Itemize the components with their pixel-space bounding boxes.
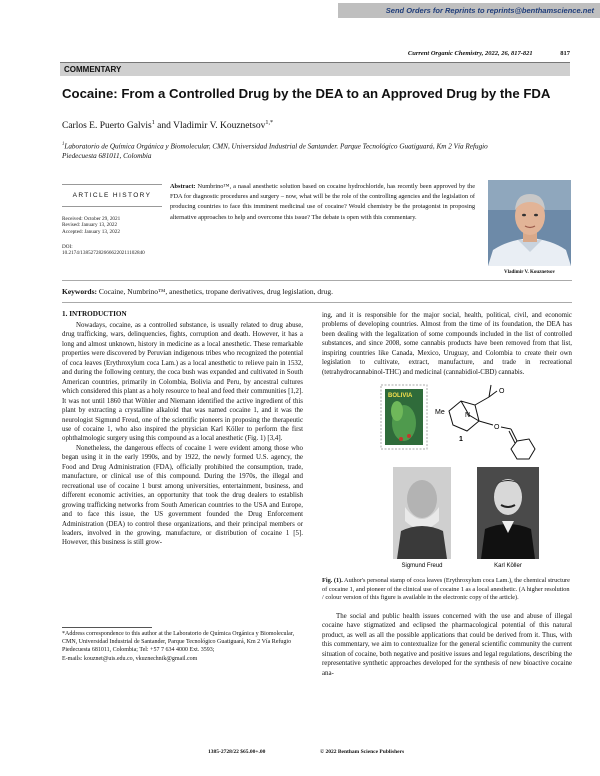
paragraph: Nowadays, cocaine, as a controlled substance, is usually related to drug abuse, drug trafficking, wars, delinquencies, fights, corruption and death. However, it has a long and almost unknown, history in medicine as a local anesthetic. These remarkable properties were discovered by Peruvian indigenous tribes who recognized the potential of coca leaves (Erythroxylum coca Lam.) as a local anesthetic to relieve pain in 1532, and during the following century, the coca bush was expanded and cultivated in South American countries, primarily in Colombia, Bolivia and Peru, by ancestral cultures which considered this plant as a holy resource to heal and feed their communities [1,2]. It was not until 1860 that Wöhler and Niemann identified the active ingredient of this plant by extracting a crystalline alkaloid that was named cocaine 1, and it was the neurologist Sigmund Freud, one of the scientific pioneers in proposing the therapeutic use of cocaine 1, who also inspired the physician Karl Köller to perform the first ophthalmologic surgery using this compound as a local anesthetic (Fig. 1) [3,4].: [62, 322, 303, 443]
right-column-lower: [322, 612, 572, 678]
footnote-address: *Address correspondence to this author at the Laboratorio de Química Orgánica y Biomolecular, CMN, Universidad Industrial de Santander, Parque Tecnológico Guatiguará, Km 2 Vía Refugio Piedecuesta 681011, Colombia; Tel: +57 7 634 4000 Ext. 3593;: [62, 631, 295, 654]
chem-o-label: O: [499, 388, 505, 395]
doi-block: [62, 244, 172, 257]
abstract: [170, 182, 475, 223]
abstract-text: Numbrino™, a nasal anesthetic solution based on cocaine hydrochloride, has recently been approved by the FDA for diagnostic procedures and surgery – now, what will be the role of the controlling agencies and the legislation of producing countries to face this imminent medicinal use of cocaine? Would chemistry be the protagonist in proposing alternative approaches to help and overcome this issue? The debate is open with this commentary.: [170, 183, 475, 221]
section-label: COMMENTARY: [60, 62, 570, 76]
affil-sup: 1: [62, 142, 65, 147]
chem-n-label: N: [465, 412, 471, 419]
article-history: [62, 216, 162, 235]
compound-number: 1: [459, 436, 463, 443]
author-conj: and: [154, 121, 174, 132]
caption-text: Author's personal stamp of coca leaves (Erythroxylum coca Lam.), the chemical structure of cocaine 1, and pioneer of the clinical use of cocaine 1 as a local anesthetic. (A higher resolution / colour version of this figure is available in the electronic copy of the article).: [322, 577, 570, 602]
caption-label: Fig. (1).: [322, 577, 343, 584]
issn: 1385-2728/22 $65.00+.00: [208, 749, 266, 755]
freud-label: Sigmund Freud: [401, 563, 443, 569]
footnote: [62, 630, 303, 663]
affiliation-text: Laboratorio de Química Orgánica y Biomolecular, CMN, Universidad Industrial de Santander. Parque Tecnológico Guatiguará, Km 2 Vía Refugio Piedecuesta 681011, Colombia: [62, 142, 488, 161]
figure-caption: [322, 577, 572, 603]
journal-citation: Current Organic Chemistry, 2022, 26, 817-821: [407, 50, 533, 57]
abstract-label: Abstract:: [170, 183, 196, 190]
author-sup: 1: [151, 120, 155, 126]
doi-label: DOI:: [62, 244, 73, 250]
reprints-banner: Send Orders for Reprints to reprints@benthamscience.net: [338, 3, 600, 18]
footnote-email[interactable]: E-mails: kouznet@uis.edu.co, vkuznechnik@gmail.com: [62, 655, 198, 662]
author-sup: 1,*: [265, 120, 274, 126]
photo-caption: Vladimir V. Kouznetsov: [504, 270, 555, 275]
paragraph: Nonetheless, the dangerous effects of cocaine 1 were evident among those who began using it in the early 1990s, and by 1922, the newly formed U.S. agency, the Food and Drug Administration (FDA), officially prohibited the consumption, trade, manufacture, or clinical use of this compound. During the 1970s, the illegal and recreational use of cocaine 1 burst among universities, entertainment, business, and different economic activities, an opportunity that took the drug dealers to establish growing trafficking networks from South American countries to the USA and Europe, and to face this issue, the US government founded the Drug Enforcement Administration (DEA) to control these organizations, and their principal members or leaders, involved in the growing, manufacture, or distribution of cocaine 1 [5]. However, this business is still grow-: [62, 444, 303, 547]
author-photo: [488, 180, 571, 266]
keywords-text: Cocaine, Numbrino™, anesthetics, tropane derivatives, drug legislation, drug.: [98, 287, 334, 296]
paragraph: The social and public health issues concerned with the use and abuse of illegal cocaine have stigmatized and eclipsed the pharmacological potential of this natural product, as well as all the possible applications that could be derived from it. Thus, with this commentary, we aim to contextualize for the general scientific community the current situation of cocaine, both negative and positive issues and legal regulations, describing the representative synthetic approaches developed for the synthesis of new bioactive cocaine ana-: [322, 613, 572, 677]
author-name: Carlos E. Puerto Galvis: [62, 121, 152, 132]
article-history-heading: ARTICLE HISTORY: [62, 184, 162, 207]
figure-1: [379, 381, 555, 571]
copyright: © 2022 Bentham Science Publishers: [320, 749, 405, 755]
divider: [62, 280, 572, 281]
accepted-date: Accepted: January 13, 2022: [62, 228, 120, 235]
section-heading: 1. INTRODUCTION: [62, 310, 127, 318]
affiliation: [62, 140, 522, 161]
divider: [62, 302, 572, 303]
keywords-label: Keywords:: [62, 287, 97, 296]
doi-link[interactable]: 10.2174/1385272826666220211102840: [62, 250, 145, 257]
koller-label: Karl Köller: [494, 563, 522, 569]
stamp-text: BOLIVIA: [388, 393, 413, 399]
right-column: [322, 311, 572, 377]
keywords: [62, 287, 572, 296]
page-number: 817: [560, 50, 570, 57]
article-title: Cocaine: From a Controlled Drug by the DEA to an Approved Drug by the FDA: [62, 86, 551, 101]
author-list: [62, 120, 562, 131]
paragraph: ing, and it is responsible for the major social, health, political, civil, and economic problems of developing countries. Almost from the time of its foundation, the DEA has been dealing with the legalization of some compounds included in the list of controlled substances, and since 2008, some cannabis products have been removed from that list, inspiring countries like Canada, Mexico, Uruguay, and Colombia to create their own legislation to cultivate, extract, manufacture, and trade in recreational (tetrahydrocannabinol-THC) and medicinal (cannabidiol-CBD) cannabis.: [322, 312, 572, 376]
revised-date: Revised: January 13, 2022: [62, 222, 118, 229]
running-header: [60, 50, 570, 57]
cocaine-structure: [449, 385, 535, 459]
chem-me-label: Me: [435, 409, 445, 416]
received-date: Received: October 29, 2021: [62, 216, 121, 222]
author-name: Vladimir V. Kouznetsov: [173, 121, 266, 132]
left-column: [62, 321, 303, 548]
footnote-rule: [62, 627, 152, 628]
chem-o-label: O: [494, 424, 500, 431]
